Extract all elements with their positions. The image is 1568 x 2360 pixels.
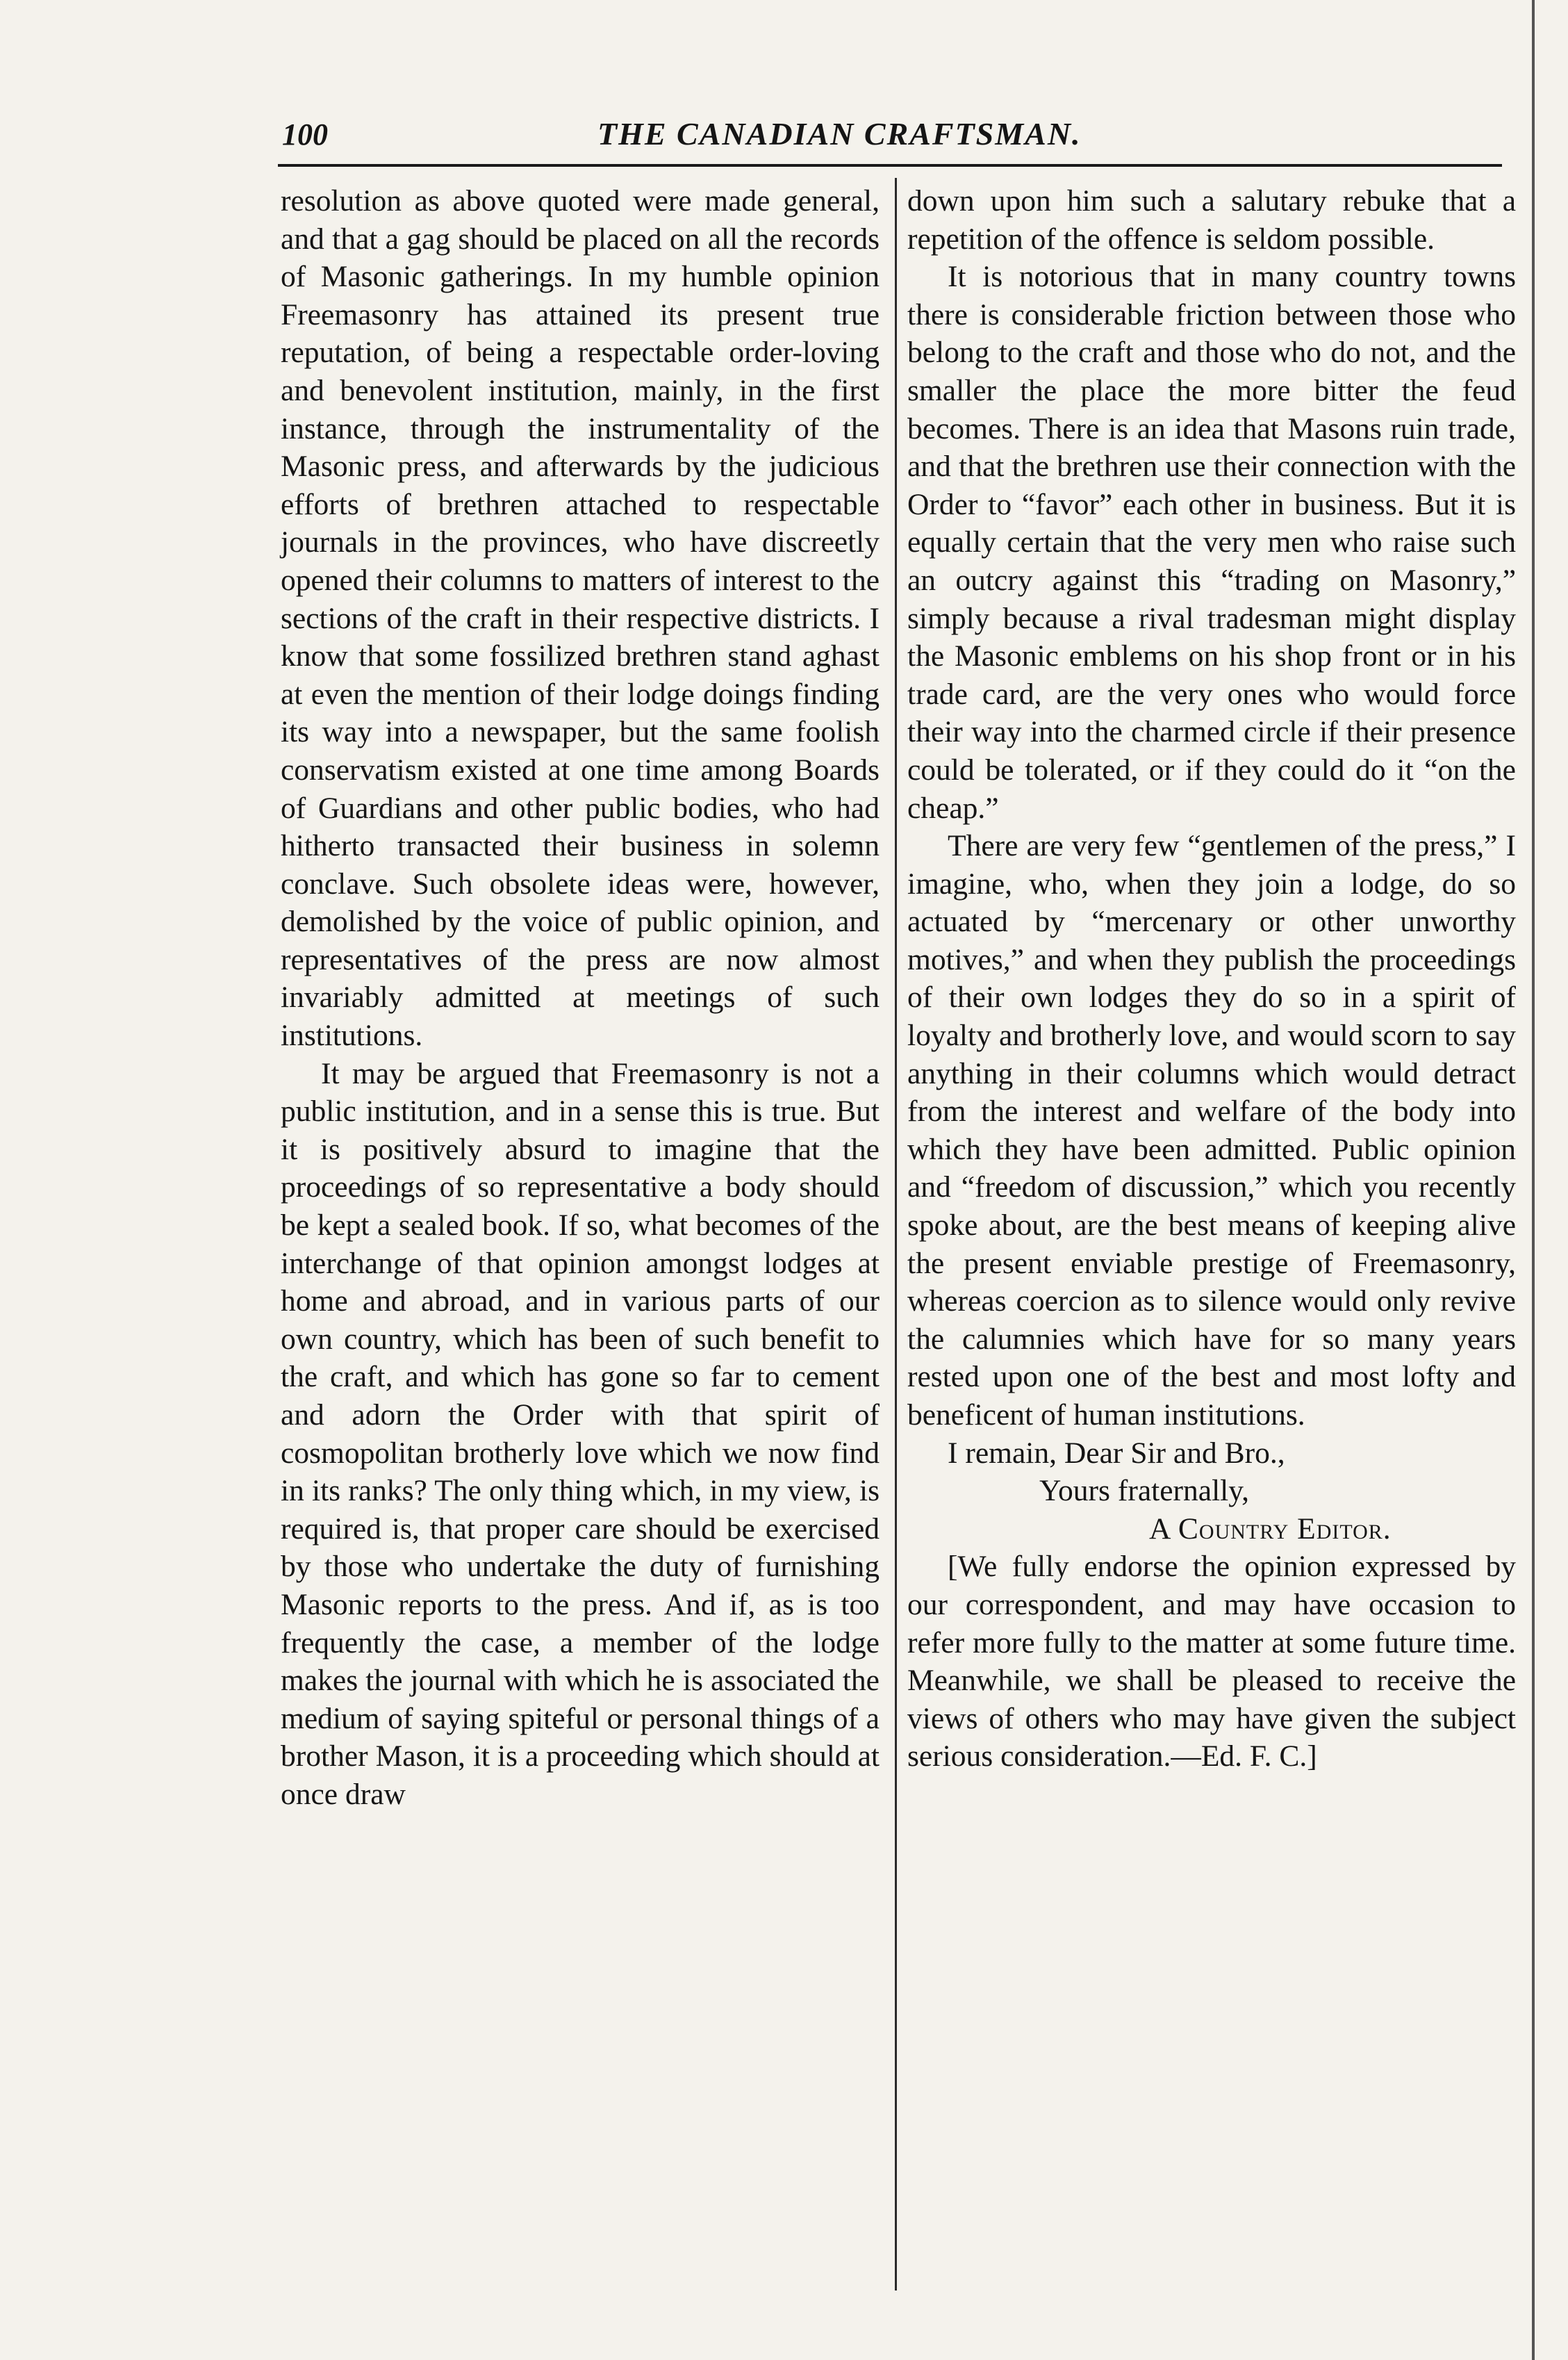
paragraph-continuation: resolution as above quoted were made general, and that a gag should be placed on all the records of Masonic gatherings. In my humble opinion Freemasonry has attained its present true reputation, of being a respectable order-loving and benevolent institution, mainly, in the first instance, through the instrumentality of the Masonic press, and afterwards by the judicious efforts of brethren attached to respectable journals in the provinces, who have discreetly opened their columns to matters of interest to the sections of the craft in their respective districts. I know that some fossilized brethren stand aghast at even the mention of their lodge doings finding its way into a newspaper, but the same foolish conservatism existed at one time among Boards of Guardians and other public bodies, who had hitherto transacted their business in solemn conclave. Such obsolete ideas were, however, demolished by the voice of public opinion, and representatives of the press are now almost invariably admitted at meetings of such institutions.	[281, 184, 880, 1053]
letter-closing: I remain, Dear Sir and Bro.,	[948, 1436, 1285, 1470]
paragraph: There are very few “gentlemen of the press,” I imagine, who, when they join a lodge, do so actuated by “mercenary or other unworthy motives,” and when they publish the proceedings of their own lodges they do so in a spirit of loyalty and brotherly love, and would scorn to say anything in their columns which would detract from the interest and welfare of the body into which they have been admitted. Public opinion and “freedom of discussion,” which you recently spoke about, are the best means of keeping alive the present enviable prestige of Freemasonry, whereas coercion as to silence would only revive the calumnies which have for so many years rested upon one of the best and most lofty and beneficent of human institutions.	[907, 829, 1516, 1432]
page-edge-line	[1532, 0, 1535, 2360]
column-divider	[895, 178, 897, 2291]
running-title: THE CANADIAN CRAFTSMAN.	[597, 116, 1082, 151]
page-number: 100	[282, 117, 328, 151]
paragraph-continuation: down upon him such a salutary rebuke that a repetition of the offence is seldom possible.	[907, 184, 1516, 256]
paragraph: It may be argued that Freemasonry is not a public institution, and in a sense this is true. But it is positively absurd to imagine that the proceedings of so representative a body should be kept a sealed book. If so, what becomes of the interchange of that opinion amongst lodges at home and abroad, and in various parts of our own country, which has been of such benefit to the craft, and which has gone so far to cement and adorn the Order with that spirit of cosmopolitan brotherly love which we now find in its ranks? The only thing which, in my view, is required is, that proper care should be exercised by those who undertake the duty of furnishing Masonic reports to the press. And if, as is too frequently the case, a member of the lodge makes the journal with which he is associated the medium of saying spiteful or personal things of a brother Mason, it is a proceeding which should at once draw	[281, 1056, 880, 1811]
paragraph: It is notorious that in many country towns there is considerable friction between those who belong to the craft and those who do not, and the smaller the place the more bitter the feud becomes. There is an idea that Masons ruin trade, and that the brethren use their connection with the Order to “favor” each other in business. But it is equally certain that the very men who raise such an outcry against this “trading on Masonry,” simply because a rival tradesman might display the Masonic emblems on his shop front or in his trade card, are the very ones who would force their way into the charmed circle if their presence could be tolerated, or if they could do it “on the cheap.”	[907, 260, 1516, 825]
editor-note: [We fully endorse the opinion expressed by our correspondent, and may have occasion to refer more fully to the matter at some future time. Meanwhile, we shall be pleased to receive the views of others who may have given the subject serious consideration.—Ed. F. C.]	[907, 1550, 1516, 1773]
right-column	[907, 182, 1516, 1776]
letter-signer: A Country Editor.	[1149, 1511, 1392, 1546]
left-column	[281, 182, 880, 1814]
letter-valediction: Yours fraternally,	[1039, 1474, 1250, 1508]
header-rule	[278, 164, 1502, 167]
